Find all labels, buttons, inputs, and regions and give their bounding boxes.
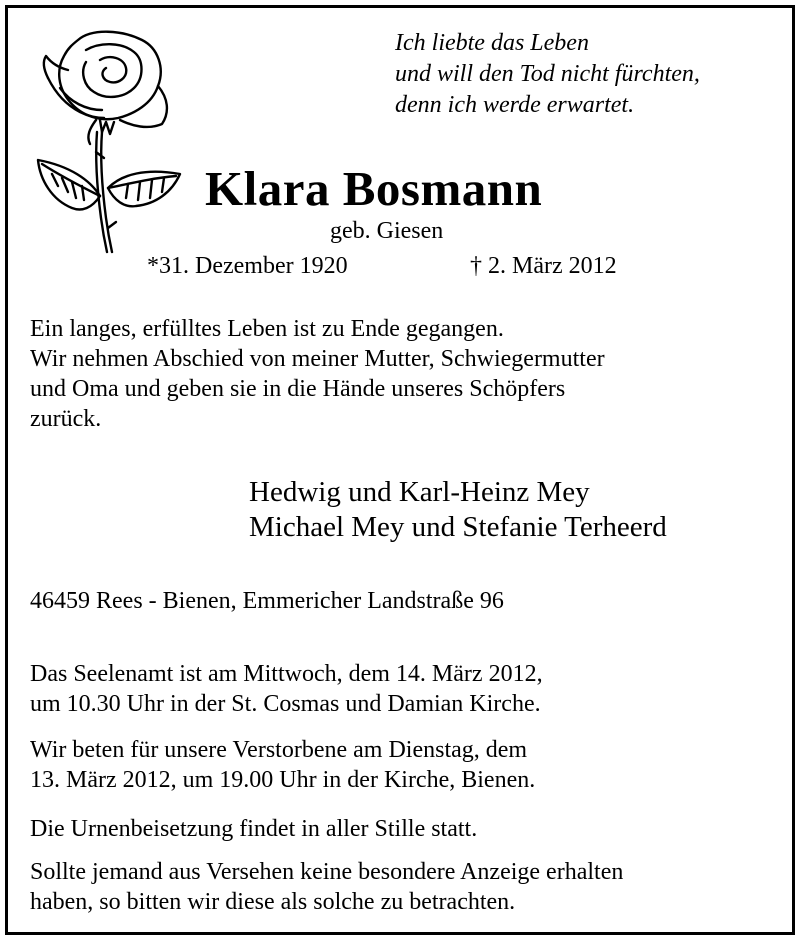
note-line: haben, so bitten wir diese als solche zu betrachten. [30,889,516,915]
intro-text [30,314,605,434]
prayer-line: Wir beten für unsere Verstorbene am Dienstag, dem [30,737,528,763]
mourner-line: Michael Mey und Stefanie Terheerd [249,511,667,543]
intro-line: und Oma und geben sie in die Hände unseres Schöpfers [30,376,566,402]
quote-line: und will den Tod nicht fürchten, [395,61,700,87]
quote-line: denn ich werde erwartet. [395,92,635,118]
maiden-name: geb. Giesen [330,218,444,244]
address [30,586,504,616]
prayer-info [30,735,535,795]
mass-line: um 10.30 Uhr in der St. Cosmas und Damian Kirche. [30,691,541,717]
mourner-line: Hedwig und Karl-Heinz Mey [249,476,590,508]
mass-line: Das Seelenamt ist am Mittwoch, dem 14. März 2012, [30,661,543,687]
mass-info [30,659,543,719]
quote-line: Ich liebte das Leben [395,30,589,56]
quote [395,28,700,121]
intro-line: Ein langes, erfülltes Leben ist zu Ende gegangen. [30,316,504,342]
mourners [249,475,667,545]
urn-info [30,814,477,844]
address-line: 46459 Rees - Bienen, Emmericher Landstraße 96 [30,588,504,614]
intro-line: zurück. [30,406,102,432]
intro-line: Wir nehmen Abschied von meiner Mutter, Schwiegermutter [30,346,605,372]
death-date: † 2. März 2012 [470,253,617,279]
rose-icon [30,28,190,258]
deceased-name: Klara Bosmann [205,161,543,216]
note-line: Sollte jemand aus Versehen keine besondere Anzeige erhalten [30,859,624,885]
prayer-line: 13. März 2012, um 19.00 Uhr in der Kirche, Bienen. [30,767,536,793]
closing-note [30,857,623,917]
urn-line: Die Urnenbeisetzung findet in aller Stille statt. [30,816,478,842]
birth-date: *31. Dezember 1920 [147,253,348,279]
